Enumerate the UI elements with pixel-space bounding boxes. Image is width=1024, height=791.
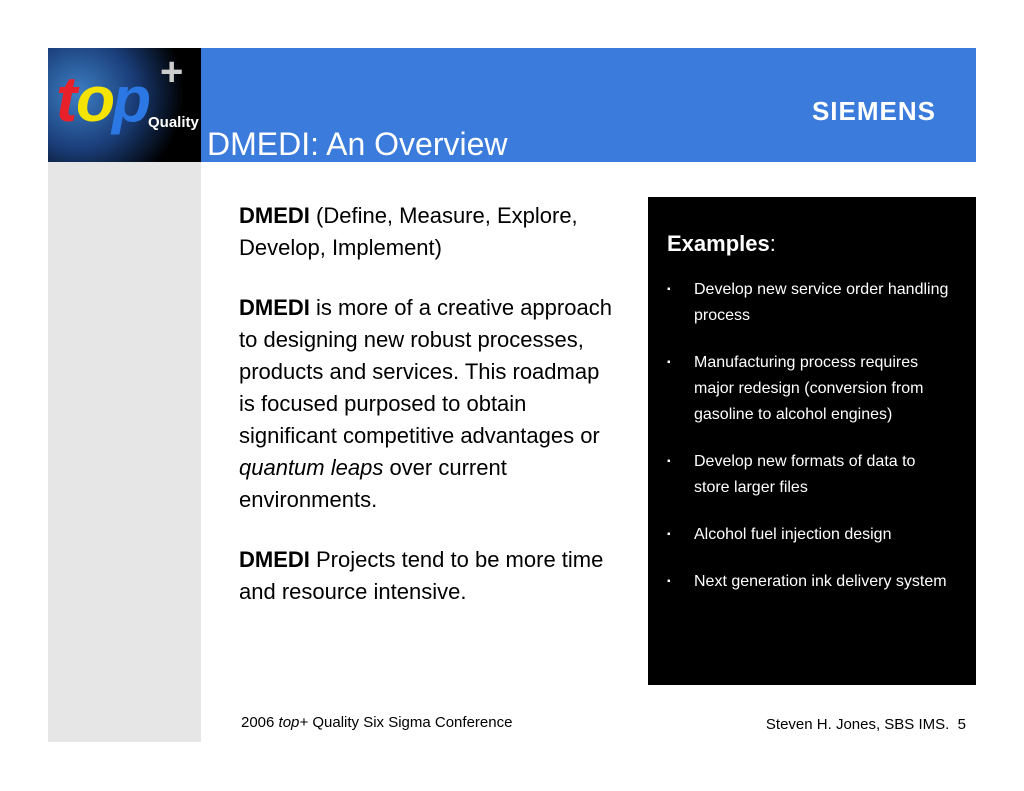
bullet-icon: ▪	[667, 357, 671, 368]
slide-title: DMEDI: An Overview	[207, 126, 508, 162]
body-text	[239, 200, 619, 636]
list-item: ▪ Manufacturing process requires major redesign (conversion from gasoline to alcohol engines)	[667, 350, 954, 428]
siemens-logo: SIEMENS	[811, 96, 936, 126]
examples-list	[648, 277, 976, 595]
paragraph-definition: DMEDI (Define, Measure, Explore, Develop, Implement)	[239, 203, 578, 260]
paragraph-projects: DMEDI Projects tend to be more time and resource intensive.	[239, 547, 604, 604]
sidebar-panel	[48, 162, 201, 742]
list-item: ▪ Alcohol fuel injection design	[667, 522, 954, 548]
list-item: ▪ Next generation ink delivery system	[667, 569, 954, 595]
examples-box	[648, 197, 976, 685]
footer-author-page: Steven H. Jones, SBS IMS. 5	[765, 716, 966, 733]
footer-conference: 2006 top+ Quality Six Sigma Conference	[241, 714, 513, 731]
top-quality-logo: t o p + Quality	[48, 48, 201, 162]
list-item: ▪ Develop new formats of data to store larger files	[667, 449, 954, 501]
bullet-icon: ▪	[667, 576, 671, 587]
examples-heading: Examples:	[667, 231, 776, 256]
bullet-icon: ▪	[667, 284, 671, 295]
bullet-icon: ▪	[667, 529, 671, 540]
paragraph-description: DMEDI is more of a creative approach to designing new robust processes, products and services. This roadmap is focused purposed to obtain significant competitive advantages or quantum leaps over current environments.	[239, 295, 612, 512]
list-item: ▪ Develop new service order handling process	[667, 277, 954, 329]
bullet-icon: ▪	[667, 456, 671, 467]
header-bar	[201, 48, 976, 162]
